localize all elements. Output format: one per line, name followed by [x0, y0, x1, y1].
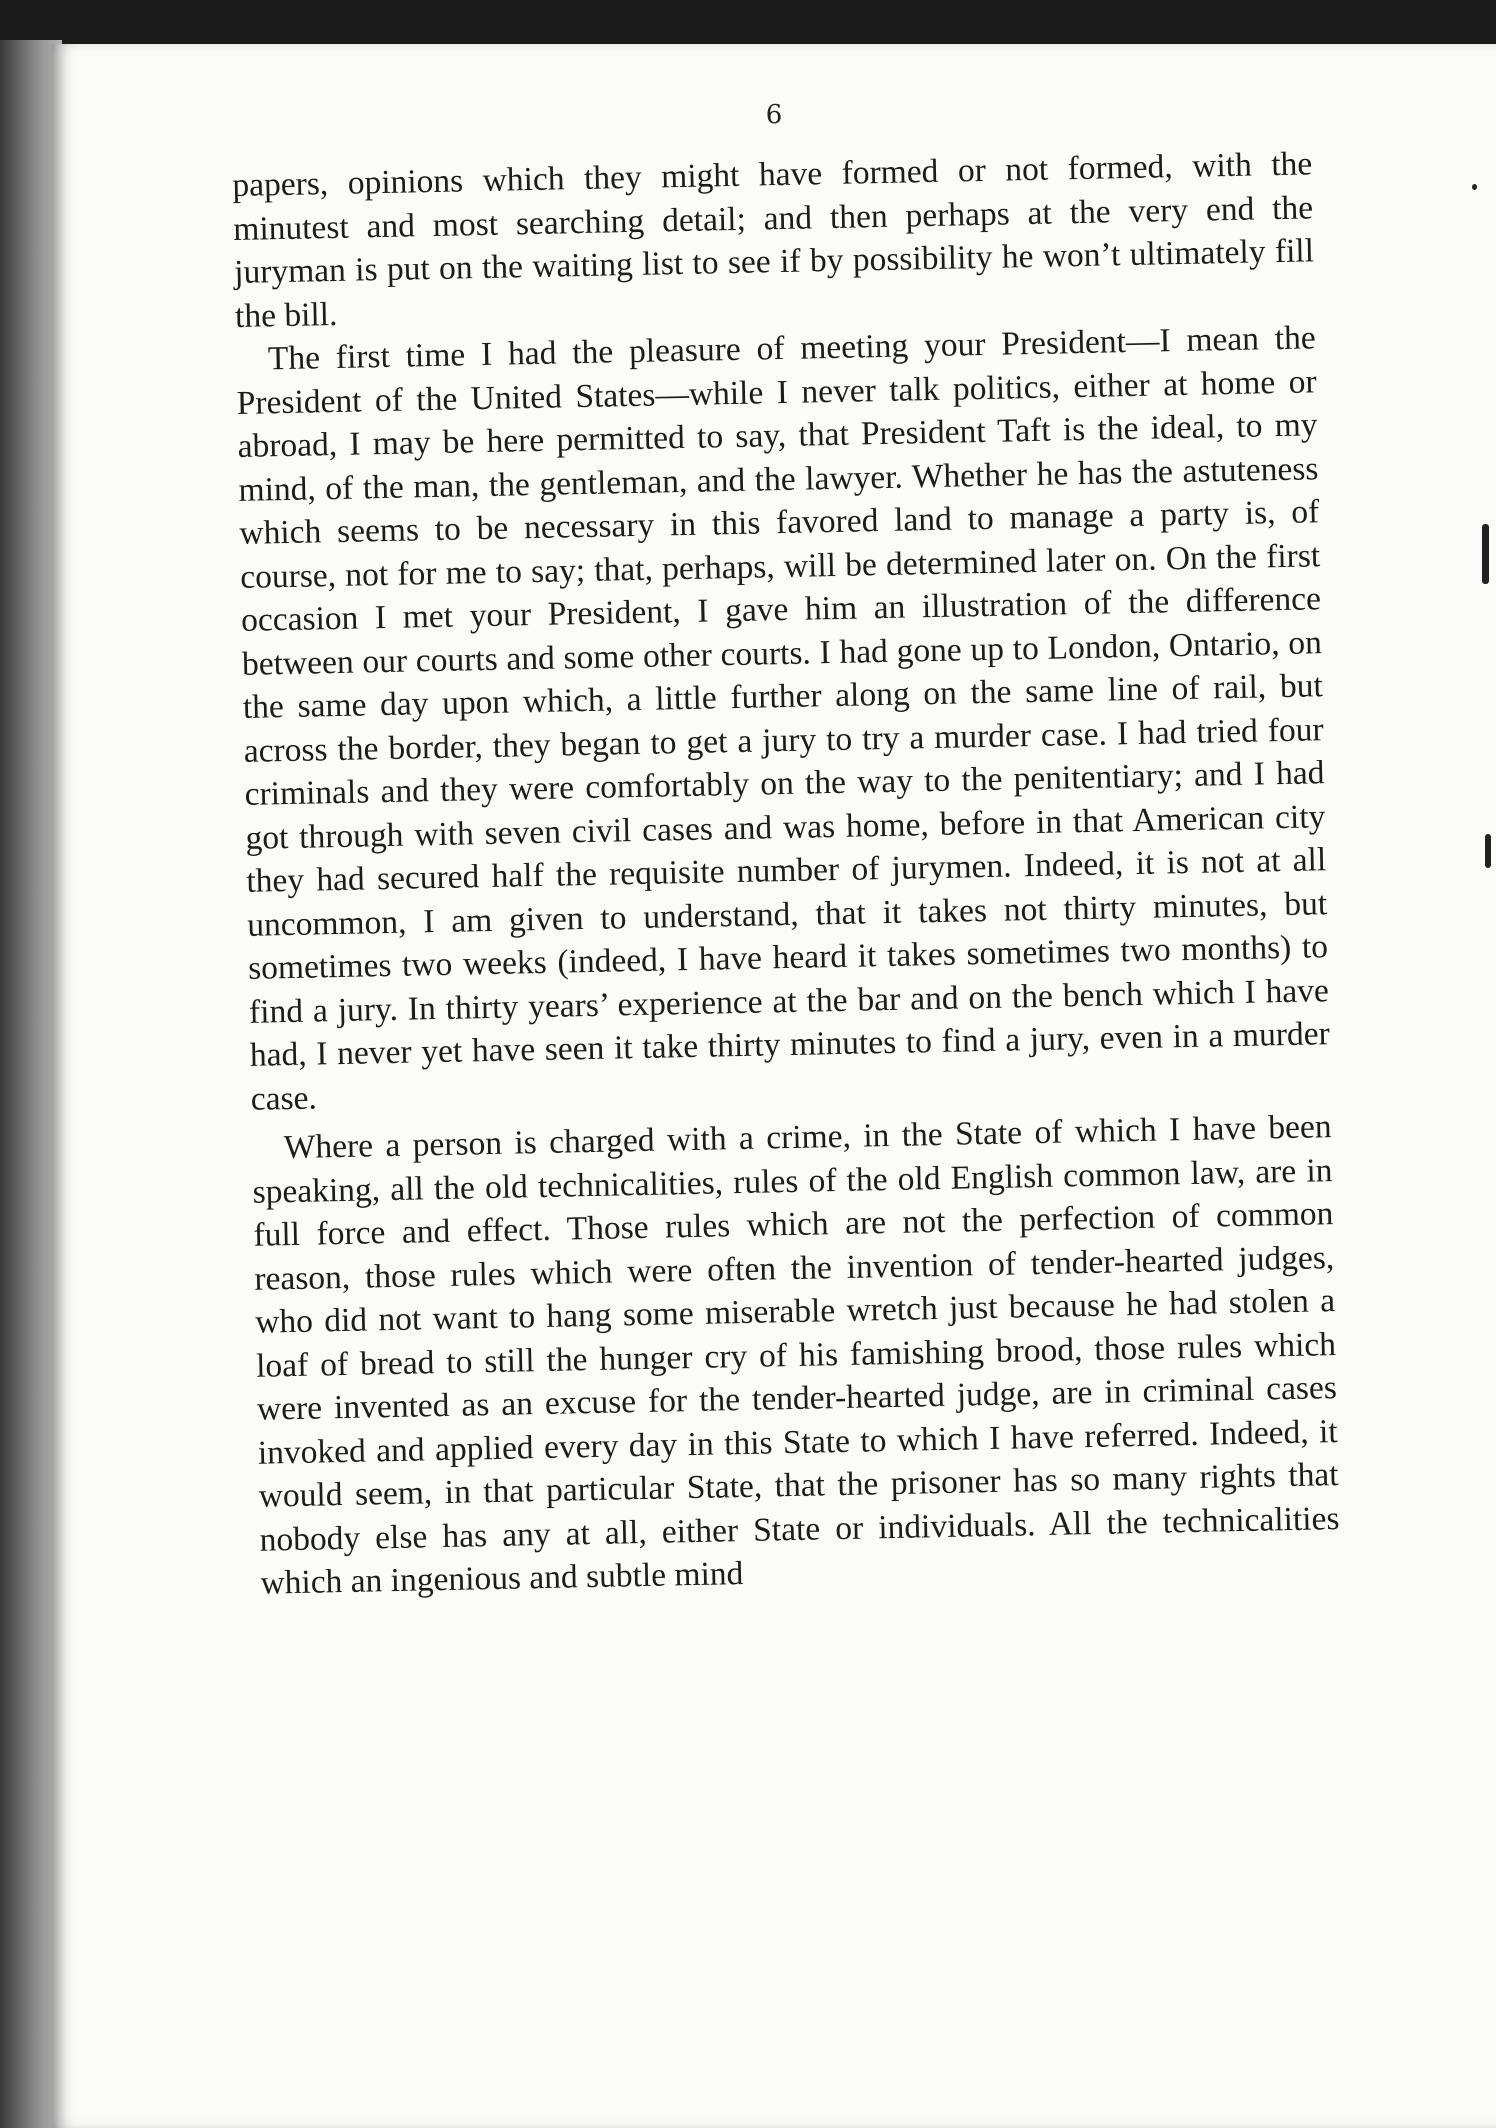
page-number: 6	[765, 100, 783, 130]
paragraph-criminal-technicalities: Where a person is charged with a crime, in the State of which I have been speaking, all the old technicalities, rules of the old English common law, are in full force and effect. Those rules which are not the perfection of common reason, those rules which were often the invention of tender-hearted judges, who did not want to hang some miserable wretch just because he had stolen a loaf of bread to still the hunger cry of his famishing brood, those rules which were invented as an excuse for the tender-hearted judge, are in criminal cases invoked and applied every day in this State to which I have referred. Indeed, it would seem, in that particular State, that the prisoner has so many rights that nobody else has any at all, either State or individuals. All the technicalities which an ingenious and subtle mind	[252, 1108, 1340, 1602]
body-text	[232, 142, 1341, 1605]
margin-mark	[1485, 834, 1491, 868]
margin-speck	[1472, 184, 1477, 190]
paragraph-continued: papers, opinions which they might have formed or not formed, with the minutest and most searching detail; and then perhaps at the very end the juryman is put on the waiting list to see if by possibility he won’t ultimately fill the bill.	[232, 145, 1315, 335]
margin-mark	[1482, 524, 1489, 584]
paragraph-president-taft: The first time I had the pleasure of meeting your President—I mean the President of the United States—while I never talk politics, either at home or abroad, I may be here permitted to say, that President Taft is the ideal, to my mind, of the man, the gentleman, and the lawyer. Whether he has the astuteness which seems to be necessary in this favored land to manage a party is, of course, not for me to say; that, perhaps, will be determined later on. On the first occasion I met your President, I gave him an illustration of the difference between our courts and some other courts. I had gone up to London, Ontario, on the same day upon which, a little further along on the same line of rail, but across the border, they began to get a jury to try a murder case. I had tried four criminals and they were comfortably on the way to the penitentiary; and I had got through with seven civil cases and was home, before in that American city they had secured half the requisite number of jurymen. Indeed, it is not at all uncommon, I am given to understand, that it takes not thirty minutes, but sometimes two weeks (indeed, I have heard it takes sometimes two months) to find a jury. In thirty years’ experience at the bar and on the bench which I have had, I never yet have seen it take thirty minutes to find a jury, even in a murder case.	[236, 319, 1331, 1118]
page-sheet	[52, 44, 1496, 2128]
